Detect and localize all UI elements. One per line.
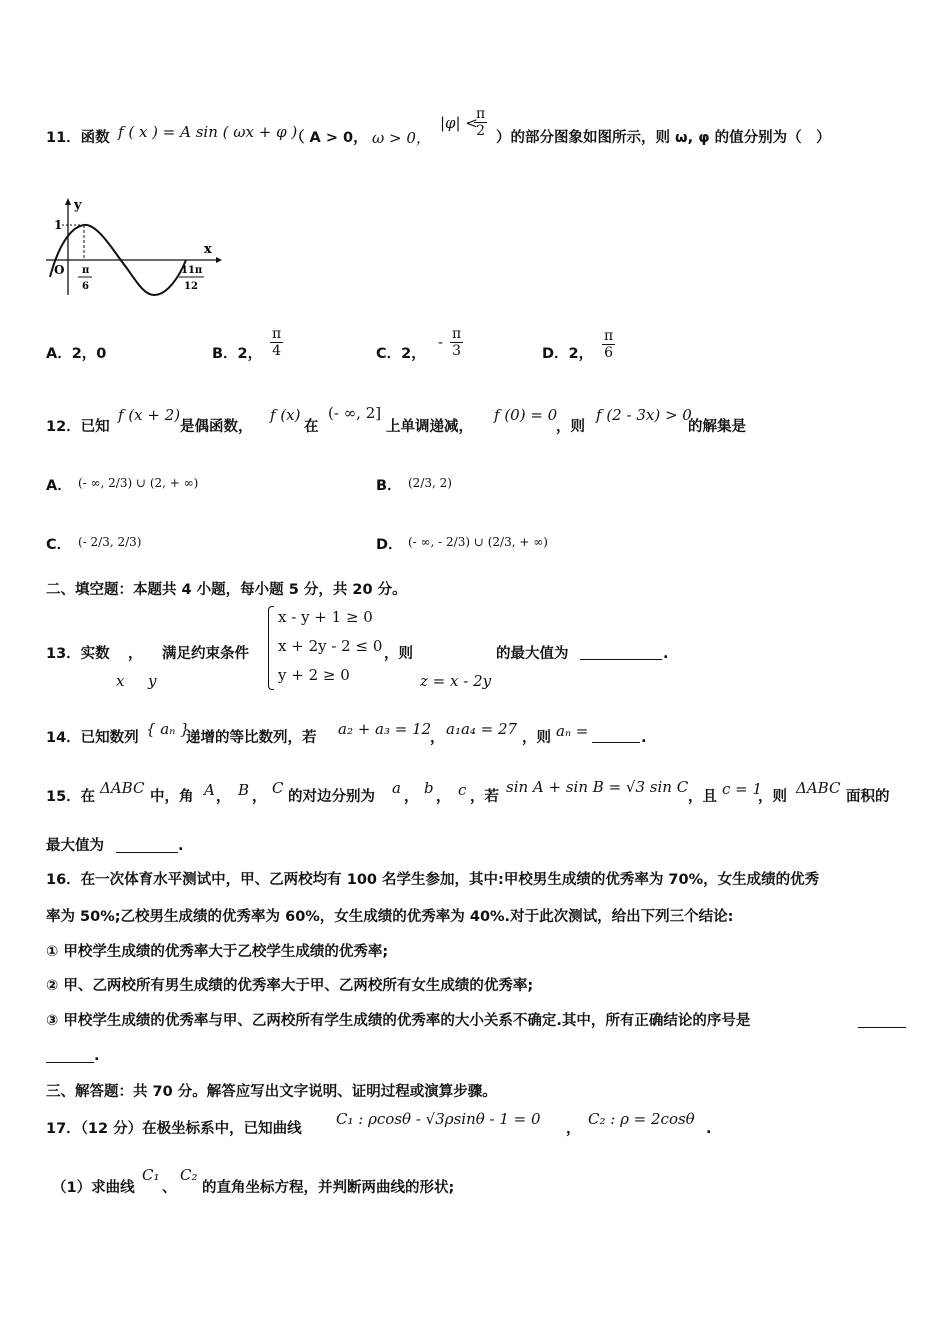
q13-constraint-1: x - y + 1 ≥ 0	[278, 608, 373, 626]
q11-cond-omega: ω > 0，	[372, 129, 431, 147]
tick2-den: 12	[184, 281, 198, 292]
q17-sub1-b: 的直角坐标方程，并判断两曲线的形状;	[202, 1180, 455, 1196]
q11-tail: ）的部分图象如图所示，则 ω, φ 的值分别为（ ）	[496, 130, 831, 146]
q15-sep-d: ，	[436, 789, 451, 805]
q11-option-c-sign: -	[438, 333, 444, 351]
q14-eq1: a₂ + a₃ = 12	[338, 720, 432, 738]
q12-p2: 是偶函数，	[180, 419, 253, 435]
q15-p6: ，则	[758, 789, 787, 805]
q12-option-c-label: C．	[46, 537, 72, 553]
q11-option-d-frac: $\frac{\pi}{6}$	[604, 328, 614, 361]
q17-sub1-a: （1）求曲线	[52, 1180, 135, 1196]
q14-end: .	[641, 730, 647, 746]
q13-answer-blank[interactable]	[580, 659, 662, 660]
q16-line4: ② 甲、乙两校所有男生成绩的优秀率大于甲、乙两校所有女生成绩的优秀率;	[46, 978, 534, 994]
q11-cond-a: （ A > 0，	[290, 130, 368, 146]
q12-option-c-value: (- 2/3, 2/3)	[78, 535, 142, 549]
q13-p1: 13．实数	[46, 646, 110, 662]
q15-end: .	[178, 838, 184, 854]
q11-function: f ( x ) = A sin ( ωx + φ )	[118, 123, 298, 141]
q17-end: .	[706, 1121, 712, 1137]
q14-answer-blank[interactable]	[592, 742, 640, 743]
q11-option-c: C．2，	[376, 346, 426, 362]
section-two-heading: 二、填空题：本题共 4 小题，每小题 5 分，共 20 分。	[46, 582, 407, 598]
tick1-den: 6	[82, 281, 89, 292]
q13-constraint-2: x + 2y - 2 ≤ 0	[278, 637, 383, 655]
q15-angle-a: A	[204, 781, 215, 799]
q15-p5: ，且	[688, 789, 717, 805]
q15-equation: sin A + sin B = √3 sin C	[506, 778, 689, 796]
q11-option-a: A．2，0	[46, 346, 107, 362]
q13-p2: 满足约束条件	[162, 646, 249, 662]
q13-comma: ，	[128, 646, 143, 662]
q15-line2: 最大值为	[46, 838, 104, 854]
q17-p1: 17．（12 分）在极坐标系中，已知曲线	[46, 1121, 302, 1137]
q11-pi-over-2: $\frac{\pi}{2}$	[476, 106, 486, 139]
x-label: x	[204, 242, 212, 257]
q12-option-b-value: (2/3, 2)	[408, 476, 452, 490]
q12-option-d-value: (- ∞, - 2/3) ∪ (2/3, + ∞)	[408, 535, 548, 549]
q12-option-a-label: A．	[46, 478, 72, 494]
q14-p3: ，则	[522, 730, 551, 746]
q16-line1: 16．在一次体育水平测试中，甲、乙两校均有 100 名学生参加，其中:甲校男生成绩的优秀率为 70%，女生成绩的优秀	[46, 872, 820, 888]
q15-p1: 15．在	[46, 789, 96, 805]
q14-eq2: a₁a₄ = 27	[446, 720, 518, 738]
q15-sep-b: ，	[252, 789, 267, 805]
section-three-heading: 三、解答题：共 70 分。解答应写出文字说明、证明过程或演算步骤。	[46, 1084, 497, 1100]
q14-p2: 递增的等比数列，若	[186, 730, 317, 746]
tick1-num: π	[82, 265, 90, 276]
q14-sequence: { aₙ }	[146, 720, 190, 738]
y-label: y	[74, 198, 82, 213]
q14-sep: ，	[430, 730, 445, 746]
q12-p3: 在	[304, 419, 319, 435]
x-axis-arrow	[216, 257, 222, 263]
q16-line2: 率为 50%;乙校男生成绩的优秀率为 60%，女生成绩的优秀率为 40%.对于此次测试，给出下列三个结论:	[46, 909, 734, 925]
q12-f2: f (x)	[270, 406, 301, 424]
q15-sep-a: ，	[216, 789, 231, 805]
q16-line5: ③ 甲校学生成绩的优秀率与甲、乙两校所有学生成绩的优秀率的大小关系不确定.其中，所有正确结论的序号是	[46, 1013, 751, 1029]
q17-sub1-dot: 、	[162, 1180, 177, 1196]
q15-angle-b: B	[238, 781, 250, 799]
q12-f1: f (x + 2)	[118, 406, 181, 424]
q13-p4: 的最大值为	[496, 646, 569, 662]
q16-line3: ① 甲校学生成绩的优秀率大于乙校学生成绩的优秀率;	[46, 944, 389, 960]
q17-curve-c1: C₁ : ρcosθ - √3ρsinθ - 1 = 0	[336, 1110, 541, 1128]
q15-p2: 中，角	[150, 789, 194, 805]
q16-end: .	[94, 1048, 100, 1064]
q13-constraint-3: y + 2 ≥ 0	[278, 666, 350, 684]
q12-f3: f (0) = 0	[494, 406, 558, 424]
q12-interval: (- ∞, 2]	[328, 404, 382, 422]
q16-answer-blank-cont[interactable]	[46, 1062, 94, 1063]
q12-p5: ，则	[556, 419, 585, 435]
q15-p3: 的对边分别为	[288, 789, 375, 805]
tick2-num: 11π	[181, 265, 203, 276]
q12-f4: f (2 - 3x) > 0	[596, 406, 692, 424]
q15-side-c: c	[458, 781, 467, 799]
q12-option-a-value: (- ∞, 2/3) ∪ (2, + ∞)	[78, 476, 199, 490]
q15-p7: 面积的	[846, 789, 890, 805]
q12-p4: 上单调递减，	[386, 419, 473, 435]
q12-p6: 的解集是	[688, 419, 746, 435]
origin-label: O	[54, 263, 65, 277]
q13-y: y	[148, 672, 157, 690]
one-label: 1	[54, 218, 63, 232]
q13-end: .	[663, 646, 669, 662]
q12-option-b-label: B．	[376, 478, 402, 494]
q11-cond-phi: |φ| <	[440, 114, 478, 132]
q15-sep-c: ，	[404, 789, 419, 805]
q12-p1: 12．已知	[46, 419, 110, 435]
q15-triangle-2: ΔABC	[796, 779, 841, 797]
q17-sep: ，	[566, 1121, 581, 1137]
q11-number: 11．函数	[46, 130, 110, 146]
q17-sub1-c1: C₁	[142, 1166, 160, 1184]
q11-option-c-frac: $\frac{\pi}{3}$	[452, 326, 462, 359]
q13-x: x	[116, 672, 125, 690]
q15-c-equals-1: c = 1	[722, 780, 763, 798]
q11-option-d: D．2，	[542, 346, 594, 362]
q14-p1: 14．已知数列	[46, 730, 139, 746]
q15-triangle: ΔABC	[100, 779, 145, 797]
q17-sub1-c2: C₂	[180, 1166, 198, 1184]
q17-curve-c2: C₂ : ρ = 2cosθ	[588, 1110, 695, 1128]
q15-angle-c: C	[272, 779, 284, 797]
q16-answer-blank[interactable]	[858, 1027, 906, 1028]
q11-sine-graph	[44, 195, 224, 300]
q15-side-b: b	[424, 779, 434, 797]
q15-answer-blank[interactable]	[116, 852, 178, 853]
q13-p3: ，则	[384, 646, 413, 662]
q11-option-b: B．2，	[212, 346, 263, 362]
q15-side-a: a	[392, 779, 401, 797]
q13-objective: z = x - 2y	[420, 672, 492, 690]
q15-p4: ，若	[470, 789, 499, 805]
q14-an: aₙ =	[556, 722, 589, 740]
q11-option-b-frac: $\frac{\pi}{4}$	[272, 326, 282, 359]
q12-option-d-label: D．	[376, 537, 403, 553]
q13-brace	[268, 606, 274, 690]
y-axis-arrow	[65, 198, 71, 205]
